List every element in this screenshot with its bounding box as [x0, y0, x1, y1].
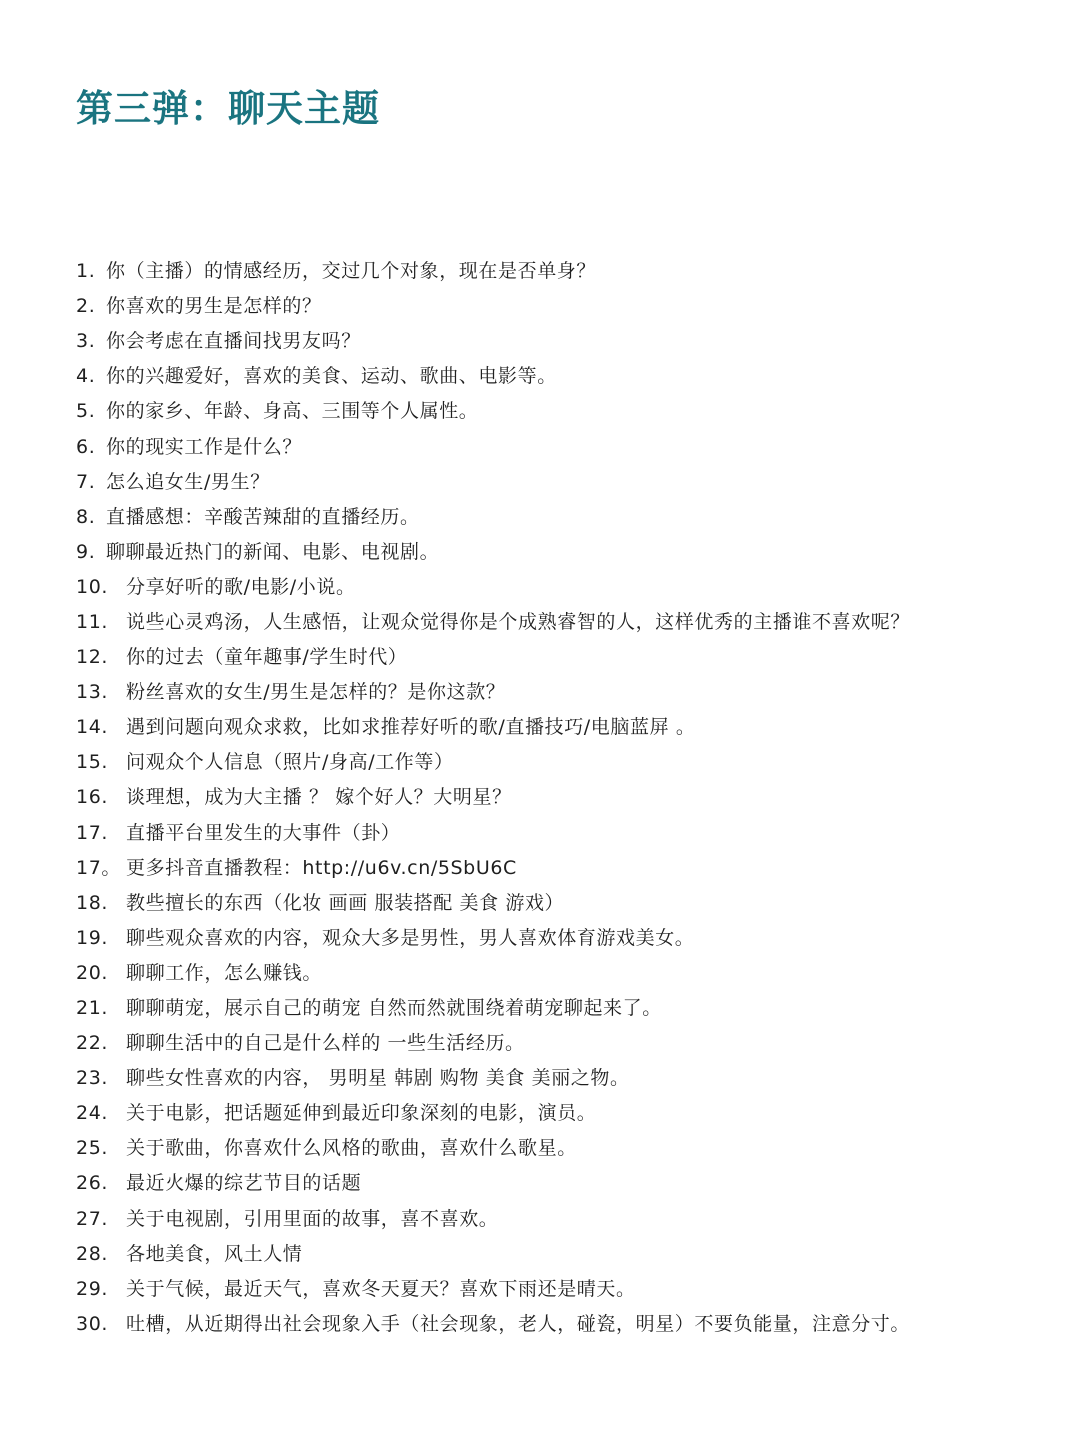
list-item: [76, 745, 1066, 780]
list-item-number: 21.: [76, 997, 109, 1020]
list-item: [76, 1272, 1066, 1307]
list-item-number: 18.: [76, 891, 109, 914]
page-title: 第三弹：聊天主题: [76, 87, 380, 130]
list-item-text: 你会考虑在直播间找男友吗？: [106, 330, 361, 353]
list-item-number: 26.: [76, 1172, 109, 1195]
list-item: [76, 429, 1066, 464]
list-item-number: 23.: [76, 1067, 109, 1090]
list-item-text: 聊聊最近热门的新闻、电影、电视剧。: [106, 540, 440, 563]
list-item-text: 聊聊生活中的自己是什么样的 一些生活经历。: [126, 1032, 525, 1055]
list-item-text: 关于电视剧，引用里面的故事，喜不喜欢。: [126, 1207, 499, 1230]
list-item: [76, 1202, 1066, 1237]
list-item-number: 3.: [76, 330, 96, 353]
list-item-text: 问观众个人信息（照片/身高/工作等）: [126, 751, 454, 774]
list-item-number: 8.: [76, 505, 96, 528]
list-item-text: 谈理想，成为大主播 ？ 嫁个好人？大明星？: [126, 786, 512, 809]
list-item: [76, 1307, 1066, 1342]
list-item-text: 聊些女性喜欢的内容， 男明星 韩剧 购物 美食 美丽之物。: [126, 1067, 630, 1090]
list-item-text: 你的家乡、年龄、身高、三围等个人属性。: [106, 400, 479, 423]
list-item: [76, 570, 1066, 605]
list-item-text: 最近火爆的综艺节目的话题: [126, 1172, 362, 1195]
list-item-text: 吐槽，从近期得出社会现象入手（社会现象，老人，碰瓷，明星）不要负能量，注意分寸。: [126, 1312, 911, 1335]
list-item: [76, 780, 1066, 815]
list-item: [76, 1237, 1066, 1272]
list-item: [76, 535, 1066, 570]
list-item-text: 你的现实工作是什么？: [106, 435, 303, 458]
list-item-number: 25.: [76, 1137, 109, 1160]
list-item: [76, 1131, 1066, 1166]
list-item: [76, 500, 1066, 535]
list-item: [76, 1166, 1066, 1201]
list-item-number: 11.: [76, 610, 109, 633]
list-item-number: 24.: [76, 1102, 109, 1125]
list-item: [76, 956, 1066, 991]
list-item-number: 20.: [76, 961, 109, 984]
list-item-number: 9.: [76, 540, 96, 563]
list-item-number: 22.: [76, 1032, 109, 1055]
list-item-number: 30.: [76, 1312, 109, 1335]
list-item: [76, 394, 1066, 429]
list-item: [76, 605, 1066, 640]
list-item-number: 14.: [76, 716, 109, 739]
list-item-number: 4.: [76, 365, 96, 388]
list-item-text: 直播平台里发生的大事件（卦）: [126, 821, 401, 844]
list-item: [76, 324, 1066, 359]
list-item-text: 聊聊工作，怎么赚钱。: [126, 961, 323, 984]
list-item: [76, 289, 1066, 324]
list-item-number: 15.: [76, 751, 109, 774]
list-item: [76, 1026, 1066, 1061]
list-item-number: 13.: [76, 681, 109, 704]
list-item-text: 聊些观众喜欢的内容，观众大多是男性，男人喜欢体育游戏美女。: [126, 926, 695, 949]
list-item: [76, 921, 1066, 956]
list-item-number: 12.: [76, 646, 109, 669]
list-item-number: 19.: [76, 926, 109, 949]
list-item: [76, 1061, 1066, 1096]
list-item-text: 粉丝喜欢的女生/男生是怎样的？是你这款？: [126, 681, 506, 704]
list-item: [76, 710, 1066, 745]
list-item: [76, 991, 1066, 1026]
list-item-text: 关于歌曲，你喜欢什么风格的歌曲，喜欢什么歌星。: [126, 1137, 577, 1160]
list-item-text: 你的过去（童年趣事/学生时代）: [126, 646, 408, 669]
list-item-number: 7.: [76, 470, 96, 493]
list-item-text: 说些心灵鸡汤，人生感悟，让观众觉得你是个成熟睿智的人，这样优秀的主播谁不喜欢呢？: [126, 610, 911, 633]
list-item: [76, 254, 1066, 289]
list-item-number: 5.: [76, 400, 96, 423]
list-item-text: 怎么追女生/男生？: [106, 470, 270, 493]
list-item-number: 16.: [76, 786, 109, 809]
list-item-text: 聊聊萌宠，展示自己的萌宠 自然而然就围绕着萌宠聊起来了。: [126, 997, 662, 1020]
list-item-number: 1.: [76, 260, 96, 283]
topic-list: [76, 254, 1066, 1342]
list-item-number: 2.: [76, 295, 96, 318]
list-item: [76, 851, 1066, 886]
list-item: [76, 1096, 1066, 1131]
list-item-number: 29.: [76, 1277, 109, 1300]
list-item-text: 你喜欢的男生是怎样的？: [106, 295, 322, 318]
list-item-text: 直播感想：辛酸苦辣甜的直播经历。: [106, 505, 420, 528]
list-item-text: 分享好听的歌/电影/小说。: [126, 575, 356, 598]
list-item: [76, 886, 1066, 921]
list-item-text: 关于气候，最近天气，喜欢冬天夏天？喜欢下雨还是晴天。: [126, 1277, 636, 1300]
list-item-number: 28.: [76, 1242, 109, 1265]
list-item-text: 关于电影，把话题延伸到最近印象深刻的电影，演员。: [126, 1102, 597, 1125]
list-item: [76, 816, 1066, 851]
list-item-number: 17.: [76, 821, 109, 844]
list-item-text: 遇到问题向观众求救，比如求推荐好听的歌/直播技巧/电脑蓝屏 。: [126, 716, 696, 739]
list-item-text: 更多抖音直播教程：http://u6v.cn/5SbU6C: [126, 856, 517, 879]
list-item: [76, 465, 1066, 500]
list-item-text: 教些擅长的东西（化妆 画画 服装搭配 美食 游戏）: [126, 891, 565, 914]
list-item-text: 你的兴趣爱好，喜欢的美食、运动、歌曲、电影等。: [106, 365, 557, 388]
list-item-text: 你（主播）的情感经历，交过几个对象，现在是否单身？: [106, 260, 597, 283]
list-item-number: 27.: [76, 1207, 109, 1230]
list-item: [76, 359, 1066, 394]
list-item: [76, 640, 1066, 675]
list-item-number: 17。: [76, 856, 121, 879]
list-item-text: 各地美食，风土人情: [126, 1242, 303, 1265]
list-item: [76, 675, 1066, 710]
list-item-number: 10.: [76, 575, 109, 598]
list-item-number: 6.: [76, 435, 96, 458]
